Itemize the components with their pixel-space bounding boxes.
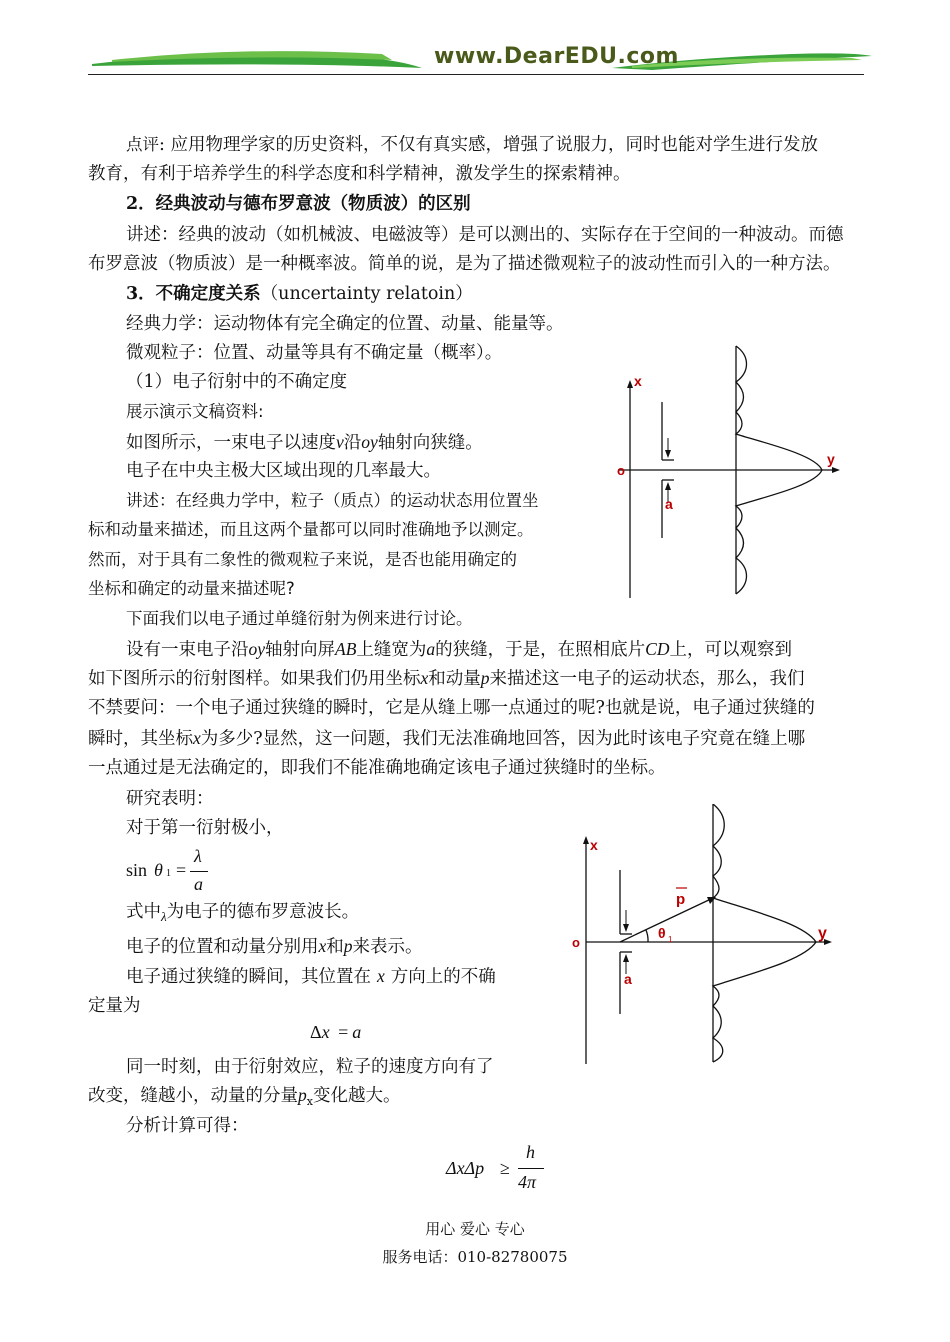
paragraph-setup-b: 如下图所示的衍射图样。如果我们仍用坐标x和动量p来描述这一电子的运动状态，那么，我们 bbox=[88, 668, 805, 689]
equation-first-minimum: sin θ 1 = λ a bbox=[126, 846, 246, 896]
paragraph-uncertainty-b: 定量为 bbox=[88, 996, 141, 1016]
y-arrow-icon bbox=[832, 467, 840, 473]
comment-text: : 应用物理学家的历史资料，不仅有真实感，增强了说服力，同时也能对学生进行发放 bbox=[159, 135, 818, 155]
momentum-label: p bbox=[676, 891, 686, 908]
theta-arc bbox=[646, 930, 648, 942]
paragraph-classical-desc-d: 坐标和确定的动量来描述呢? bbox=[88, 579, 295, 598]
paragraph-classical-desc-a: 讲述：在经典力学中，粒子（质点）的运动状态用位置坐 bbox=[126, 491, 539, 510]
paragraph-analysis: 分析计算可得： bbox=[126, 1116, 249, 1136]
paragraph-central-max: 电子在中央主极大区域出现的几率最大。 bbox=[126, 461, 441, 481]
x-arrow-icon bbox=[627, 380, 633, 388]
header-logo bbox=[92, 40, 872, 78]
slit-width-label: a bbox=[624, 971, 632, 987]
paragraph-as-shown: 如图所示，一束电子以速度v沿oy轴射向狭缝。 bbox=[126, 432, 483, 453]
heading-3-english: （uncertainty relatoin） bbox=[260, 284, 473, 304]
paragraph-comment-cont: 教育，有利于培养学生的科学态度和科学精神，激发学生的探索精神。 bbox=[88, 164, 631, 184]
heading-3-label: 3．不确定度关系 bbox=[126, 284, 261, 304]
x-label: x bbox=[590, 837, 598, 853]
paragraph-position-momentum: 电子的位置和动量分别用x和p来表示。 bbox=[126, 936, 423, 957]
paragraph-show-slides: 展示演示文稿资料: bbox=[126, 402, 264, 421]
momentum-vector bbox=[620, 898, 713, 942]
logo-text: www.DearEDU.com bbox=[434, 44, 679, 69]
paragraph-classical: 经典力学：运动物体有完全确定的位置、动量、能量等。 bbox=[126, 314, 564, 334]
paragraph-micro: 微观粒子：位置、动量等具有不确定量（概率）。 bbox=[126, 343, 503, 363]
paragraph-setup-e: 一点通过是无法确定的，即我们不能准确地确定该电子通过狭缝时的坐标。 bbox=[88, 758, 666, 778]
section-heading-3 bbox=[126, 282, 473, 306]
diffraction-figure-2 bbox=[566, 804, 856, 1064]
theta-label: θ bbox=[658, 925, 666, 941]
paragraph-setup-a: 设有一束电子沿oy轴射向屏AB上缝宽为a的狭缝，于是，在照相底片CD上，可以观察到 bbox=[126, 639, 792, 660]
paragraph-classical-desc-b: 标和动量来描述，而且这两个量都可以同时准确地予以测定。 bbox=[88, 520, 534, 539]
comment-lead: 点评 bbox=[126, 135, 159, 154]
paragraph-comment bbox=[126, 133, 818, 157]
x-arrow-icon bbox=[583, 836, 589, 844]
y-label: y bbox=[818, 925, 827, 942]
slit-width-label: a bbox=[665, 496, 673, 512]
paragraph-first-min: 对于第一衍射极小， bbox=[126, 818, 284, 838]
fraction-bar bbox=[190, 871, 208, 872]
paragraph-research: 研究表明： bbox=[126, 789, 214, 809]
paragraph-subsection-1: （1）电子衍射中的不确定度 bbox=[126, 372, 348, 392]
equation-delta-x: Δx = a bbox=[310, 1022, 362, 1042]
footer-slogan: 用心 爱心 专心 bbox=[425, 1220, 525, 1238]
theta-subscript: 1 bbox=[668, 935, 673, 944]
origin-label: o bbox=[617, 463, 625, 478]
origin-label: o bbox=[572, 935, 580, 950]
paragraph-classical-desc-c: 然而，对于具有二象性的微观粒子来说，是否也能用确定的 bbox=[88, 550, 517, 569]
x-label: x bbox=[634, 373, 642, 389]
footer-phone: 服务电话：010-82780075 bbox=[382, 1248, 568, 1266]
y-label: y bbox=[827, 451, 835, 467]
fraction-bar bbox=[518, 1168, 544, 1169]
section-heading-2: 2．经典波动与德布罗意波（物质波）的区别 bbox=[126, 194, 471, 214]
paragraph-example-intro: 下面我们以电子通过单缝衍射为例来进行讨论。 bbox=[126, 609, 473, 628]
paragraph-uncertainty-a: 电子通过狭缝的瞬间，其位置在 x 方向上的不确 bbox=[126, 966, 496, 987]
paragraph-setup-d: 瞬时，其坐标x为多少?显然，这一问题，我们无法准确地回答，因为此时该电子究竟在缝上哪 bbox=[88, 728, 806, 749]
paragraph-setup-c: 不禁要问：一个电子通过狭缝的瞬时，它是从缝上哪一点通过的呢?也就是说，电子通过狭缝的 bbox=[88, 698, 815, 718]
paragraph-wave-b: 布罗意波（物质波）是一种概率波。简单的说，是为了描述微观粒子的波动性而引入的一种方法。 bbox=[88, 254, 841, 274]
diffraction-figure-1 bbox=[600, 342, 860, 598]
paragraph-same-moment-b: 改变，缝越小，动量的分量$p_x$变化越大。 bbox=[88, 1085, 401, 1108]
intensity-curve bbox=[713, 804, 816, 1062]
header-divider bbox=[88, 74, 864, 75]
equation-uncertainty: ΔxΔp ≥ h 4π bbox=[446, 1142, 566, 1194]
paragraph-wave-a: 讲述：经典的波动（如机械波、电磁波等）是可以测出的、实际存在于空间的一种波动。而德 bbox=[126, 225, 844, 245]
paragraph-same-moment-a: 同一时刻，由于衍射效应，粒子的速度方向有了 bbox=[126, 1057, 494, 1077]
paragraph-lambda-def: 式中$_\lambda$为电子的德布罗意波长。 bbox=[126, 902, 360, 924]
